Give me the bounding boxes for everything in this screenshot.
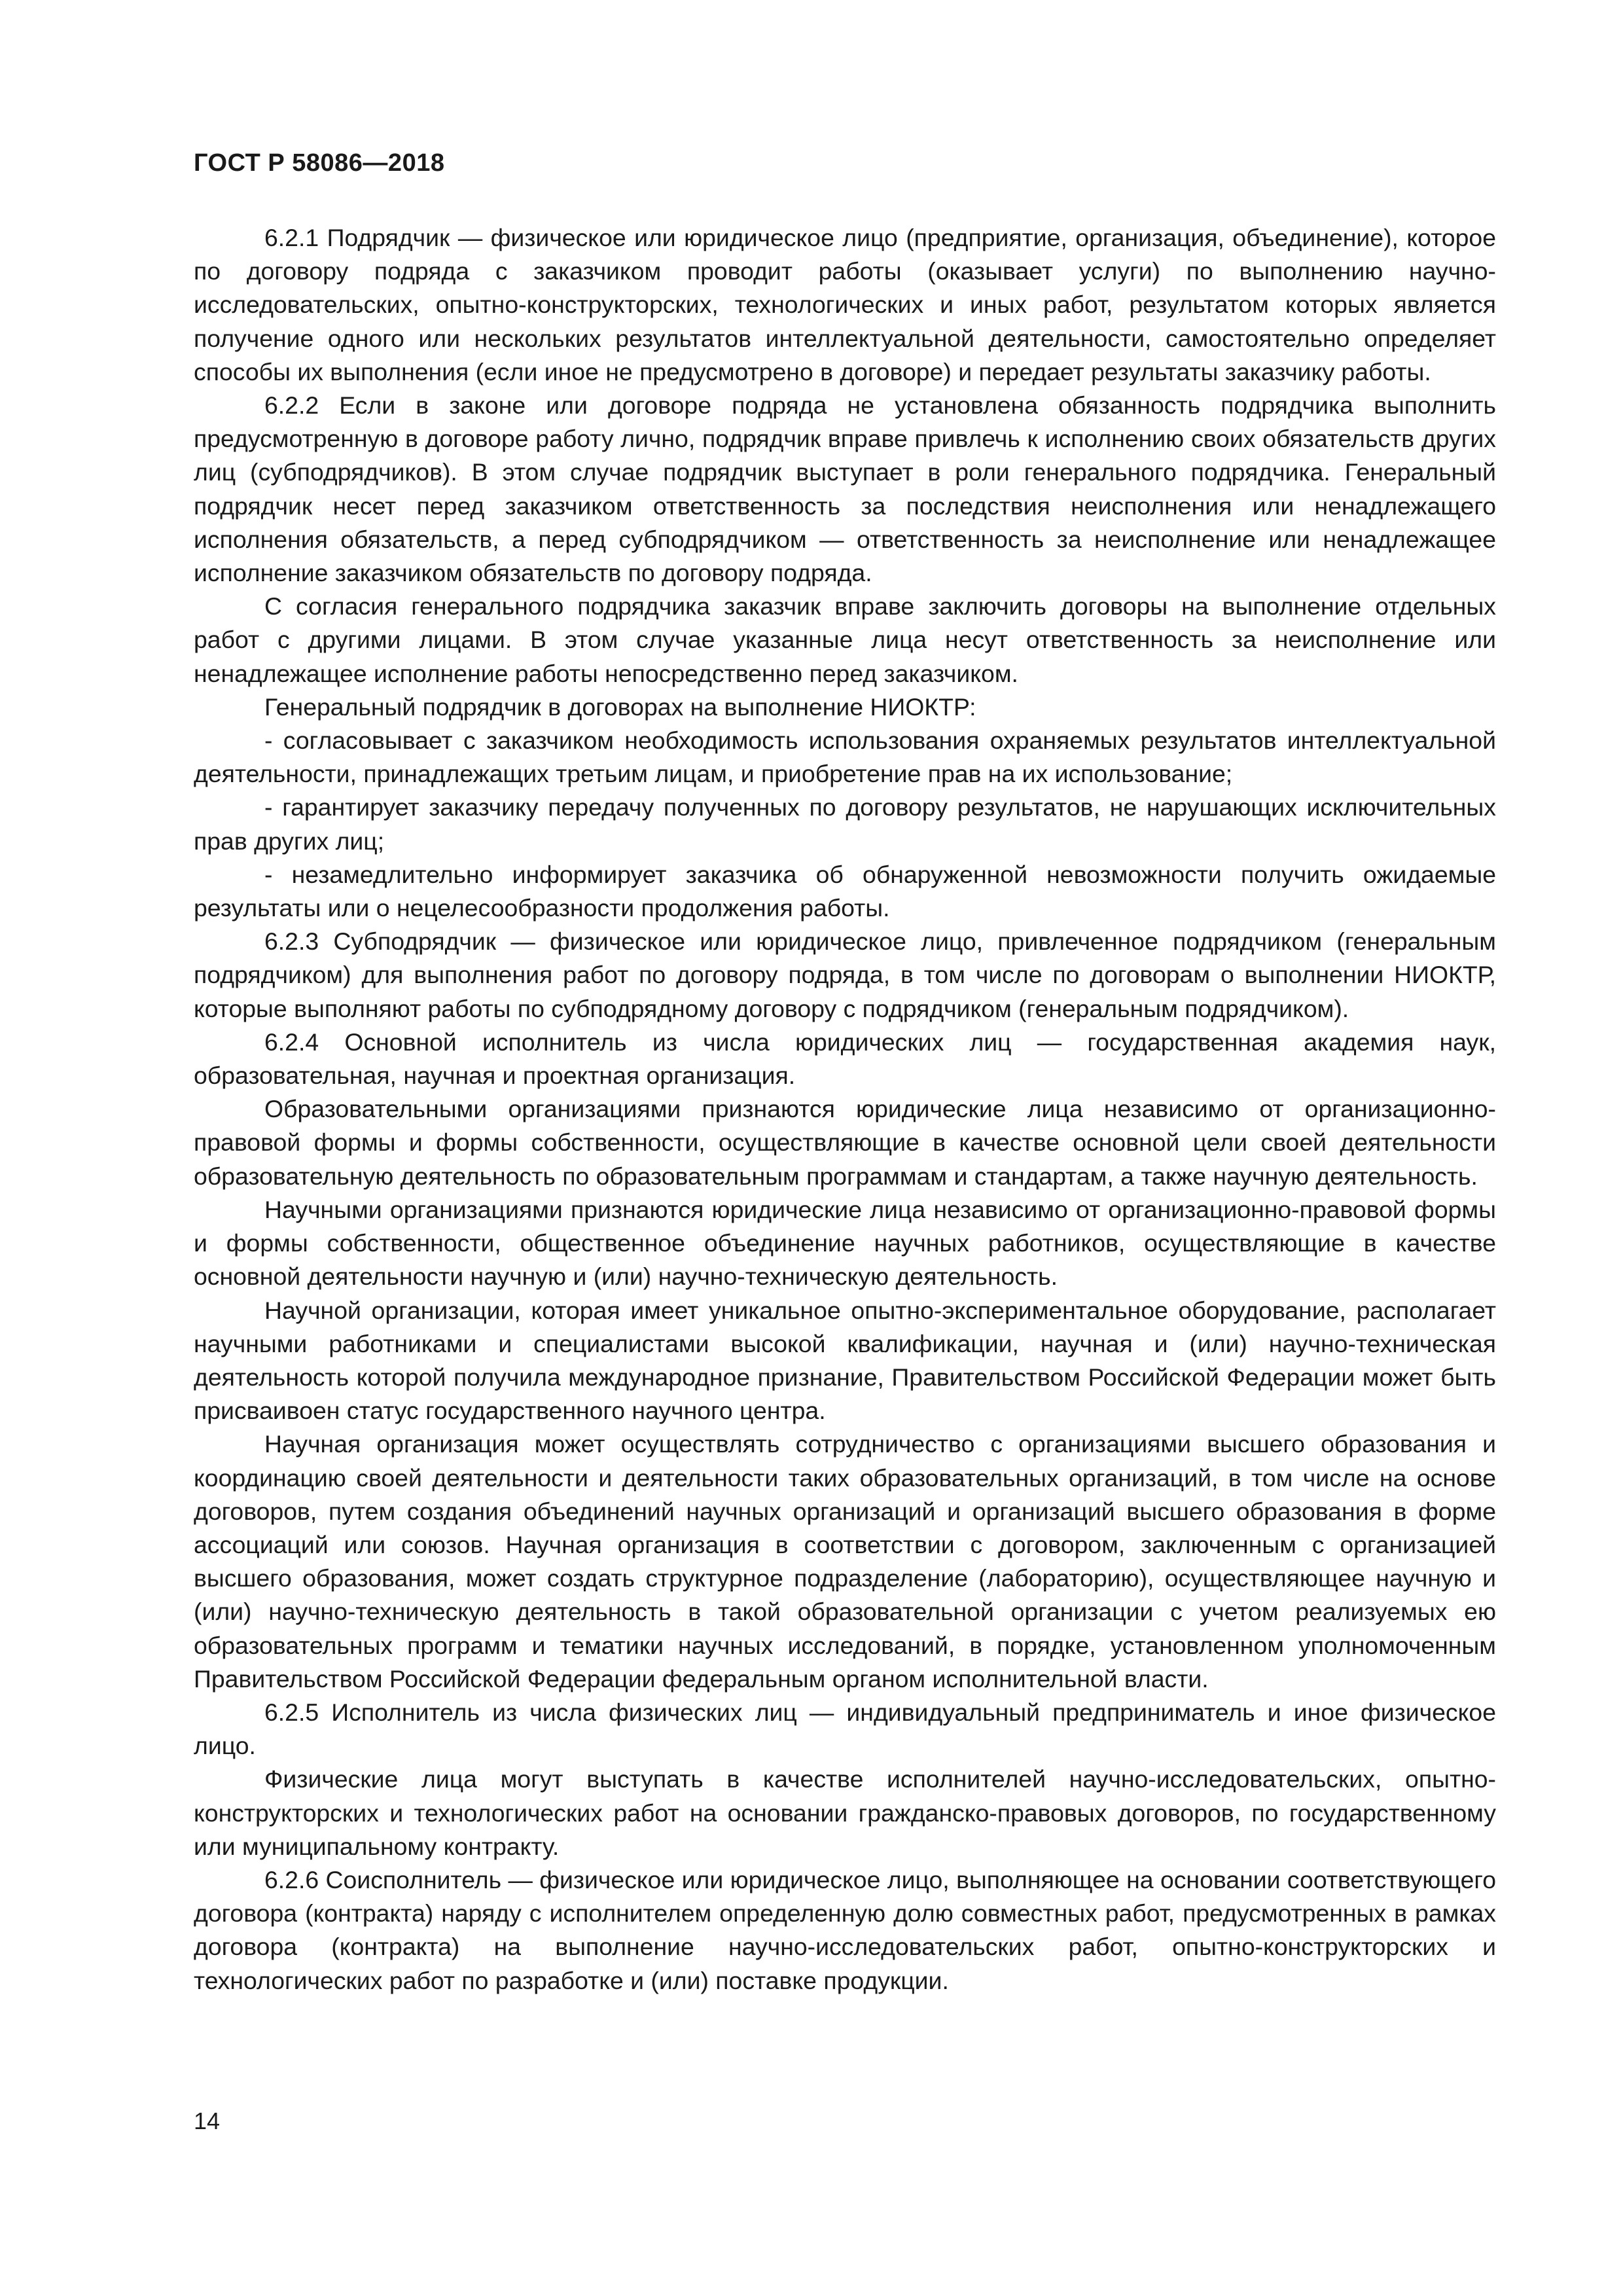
list-item: - согласовывает с заказчиком необходимость использования охраняемых результатов интеллектуальной деятельности, принадлежащих третьим лицам, и приобретение прав на их использование; xyxy=(194,726,1496,788)
document-header: ГОСТ Р 58086—2018 xyxy=(194,149,445,177)
document-body xyxy=(194,221,1496,1998)
paragraph-6-2-1: 6.2.1 Подрядчик — физическое или юридическое лицо (предприятие, организация, объединение), которое по договору подряда с заказчиком проводит работы (оказывает услуги) по выполнению научно-исследовательских, опытно-конструкторских, технологических и иных работ, результатом которых является получение одного или нескольких результатов интеллектуальной деятельности, самостоятельно определяет способы их выполнения (если иное не предусмотрено в договоре) и передает результаты заказчику работы. xyxy=(194,224,1496,386)
paragraph-6-2-6: 6.2.6 Соисполнитель — физическое или юридическое лицо, выполняющее на основании соответствующего договора (контракта) наряду с исполнителем определенную долю совместных работ, предусмотренных в рамках договора (контракта) на выполнение научно-исследовательских работ, опытно-конструкторских и технологических работ по разработке и (или) поставке продукции. xyxy=(194,1865,1496,1994)
paragraph: Научной организации, которая имеет уникальное опытно-экспериментальное оборудование, располагает научными работниками и специалистами высокой квалификации, научная и (или) научно-техническая деятельность которой получила международное признание, Правительством Российской Федерации может быть присваивоен статус государственного научного центра. xyxy=(194,1296,1496,1425)
paragraph-6-2-3: 6.2.3 Субподрядчик — физическое или юридическое лицо, привлеченное подрядчиком (генеральным подрядчиком) для выполнения работ по договору подряда, в том числе по договорам о выполнении НИОКТР, которые выполняют работы по субподрядному договору с подрядчиком (генеральным подрядчиком). xyxy=(194,927,1496,1022)
paragraph-6-2-5: 6.2.5 Исполнитель из числа физических лиц — индивидуальный предприниматель и иное физическое лицо. xyxy=(194,1698,1496,1760)
page-number: 14 xyxy=(194,2108,221,2134)
paragraph-6-2-2: 6.2.2 Если в законе или договоре подряда не установлена обязанность подрядчика выполнить предусмотренную в договоре работу лично, подрядчик вправе привлечь к исполнению своих обязательств других лиц (субподрядчиков). В этом случае подрядчик выступает в роли генерального подрядчика. Генеральный подрядчик несет перед заказчиком ответственность за последствия неисполнения или ненадлежащего исполнения обязательств, а перед субподрядчиком — ответственность за неисполнение или ненадлежащее исполнение заказчиком обязательств по договору подряда. xyxy=(194,391,1496,587)
paragraph: Генеральный подрядчик в договорах на выполнение НИОКТР: xyxy=(264,692,976,721)
paragraph-6-2-4: 6.2.4 Основной исполнитель из числа юридических лиц — государственная академия наук, образовательная, научная и проектная организация. xyxy=(194,1028,1496,1090)
list-item: - незамедлительно информирует заказчика об обнаруженной невозможности получить ожидаемые результаты или о нецелесообразности продолжения работы. xyxy=(194,860,1496,922)
paragraph: Научными организациями признаются юридические лица независимо от организационно-правовой формы и формы собственности, общественное объединение научных работников, осуществляющие в качестве основной деятельности научную и (или) научно-техническую деятельность. xyxy=(194,1195,1496,1291)
paragraph: Образовательными организациями признаются юридические лица независимо от организационно-правовой формы и формы собственности, осуществляющие в качестве основной цели своей деятельности образовательную деятельность по образовательным программам и стандартам, а также научную деятельность. xyxy=(194,1095,1496,1190)
paragraph: С согласия генерального подрядчика заказчик вправе заключить договоры на выполнение отдельных работ с другими лицами. В этом случае указанные лица несут ответственность за неисполнение или ненадлежащее исполнение работы непосредственно перед заказчиком. xyxy=(194,592,1496,687)
paragraph: Научная организация может осуществлять сотрудничество с организациями высшего образования и координацию своей деятельности и деятельности таких образовательных организаций, в том числе на основе договоров, путем создания объединений научных организаций и организаций высшего образования в форме ассоциаций или союзов. Научная организация в соответствии с договором, заключенным с организацией высшего образования, может создать структурное подразделение (лабораторию), осуществляющее научную и (или) научно-техническую деятельность в такой образовательной организации с учетом реализуемых ею образовательных программ и тематики научных исследований, в порядке, установленном уполномоченным Правительством Российской Федерации федеральным органом исполнительной власти. xyxy=(194,1430,1496,1693)
paragraph: Физические лица могут выступать в качестве исполнителей научно-исследовательских, опытно-конструкторских и технологических работ на основании гражданско-правовых договоров, по государственному или муниципальному контракту. xyxy=(194,1765,1496,1860)
list-item: - гарантирует заказчику передачу полученных по договору результатов, не нарушающих исключительных прав других лиц; xyxy=(194,793,1496,855)
